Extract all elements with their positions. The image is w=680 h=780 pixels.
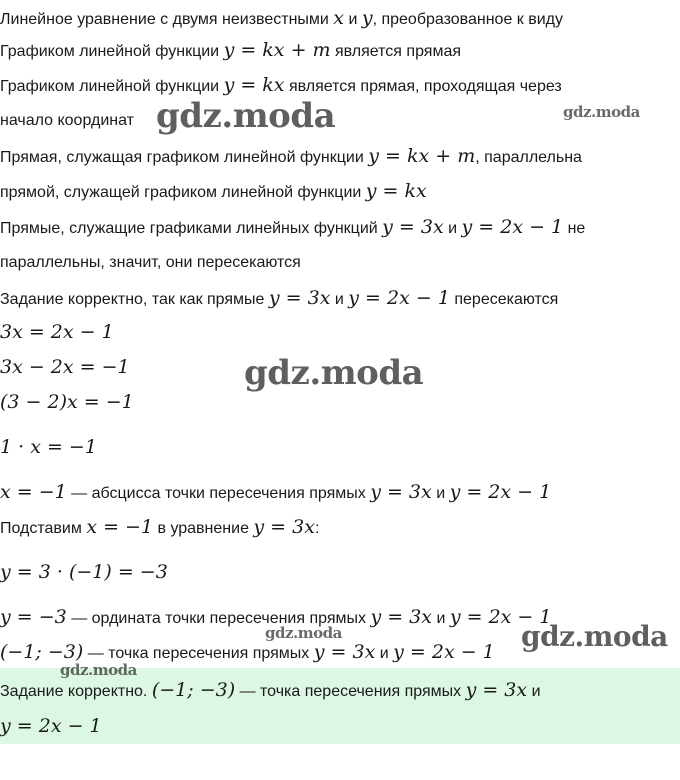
equation-line: 3x − 2x = −1 xyxy=(0,356,130,378)
text-line: y = −3 — ордината точки пересечения прямых y = 3x и y = 2x − 1 xyxy=(0,606,552,628)
answer-line: Задание корректно. (−1; −3) — точка пересечения прямых y = 3x и xyxy=(0,679,541,701)
text-line: Прямая, служащая графиком линейной функции y = kx + m, параллельна xyxy=(0,145,582,167)
text-line: x = −1 — абсцисса точки пересечения прямых y = 3x и y = 2x − 1 xyxy=(0,481,552,503)
watermark: gdz.moda xyxy=(265,624,342,642)
equation-line: (3 − 2)x = −1 xyxy=(0,391,134,413)
watermark: gdz.moda xyxy=(60,661,137,679)
text-line: параллельны, значит, они пересекаются xyxy=(0,254,301,271)
text-line: Задание корректно, так как прямые y = 3x и y = 2x − 1 пересекаются xyxy=(0,287,559,309)
watermark: gdz.moda xyxy=(156,96,336,136)
text-line: (−1; −3) — точка пересечения прямых y = 3x и y = 2x − 1 xyxy=(0,641,495,663)
text-line: прямой, служащей графиком линейной функции y = kx xyxy=(0,180,427,202)
text-line: Графиком линейной функции y = kx является прямая, проходящая через xyxy=(0,74,562,96)
answer-line: y = 2x − 1 xyxy=(0,715,102,737)
text-line: Графиком линейной функции y = kx + m является прямая xyxy=(0,39,462,61)
watermark: gdz.moda xyxy=(521,620,668,653)
text-line: Линейное уравнение с двумя неизвестными x и y, преобразованное к виду xyxy=(0,7,564,29)
watermark: gdz.moda xyxy=(563,103,640,121)
equation-line: 3x = 2x − 1 xyxy=(0,321,114,343)
equation-line: y = 3 · (−1) = −3 xyxy=(0,561,168,583)
text-line: начало координат xyxy=(0,112,134,129)
equation-line: 1 · x = −1 xyxy=(0,436,97,458)
text-line: Подставим x = −1 в уравнение y = 3x: xyxy=(0,516,320,538)
watermark: gdz.moda xyxy=(244,353,424,393)
text-line: Прямые, служащие графиками линейных функций y = 3x и y = 2x − 1 не xyxy=(0,216,586,238)
